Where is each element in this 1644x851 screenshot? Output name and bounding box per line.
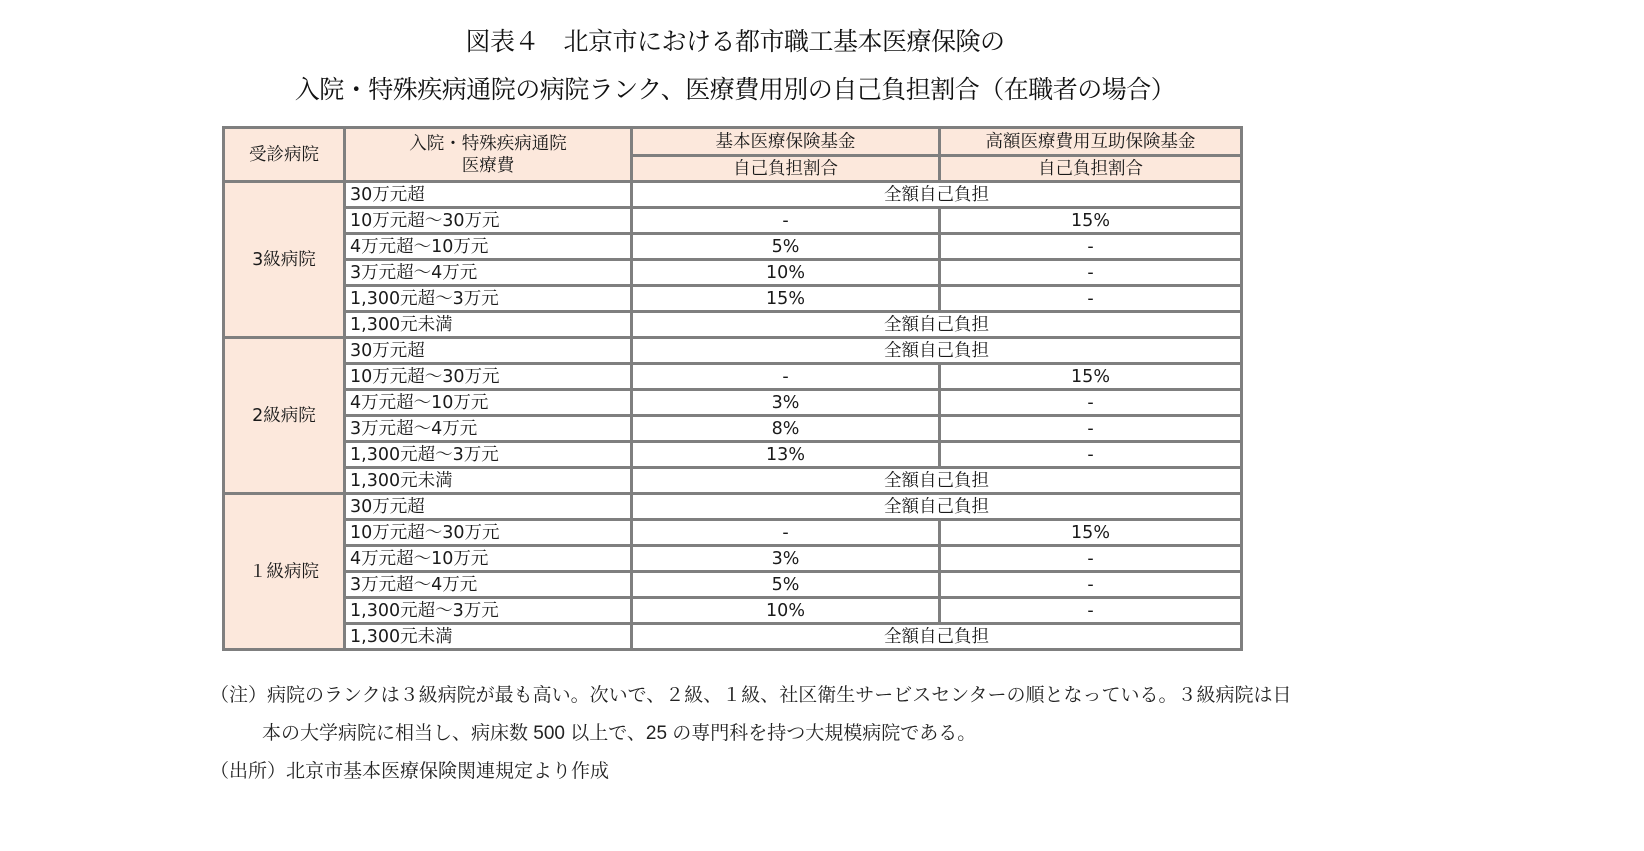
table-row xyxy=(224,494,1242,520)
table-row xyxy=(224,182,1242,208)
high-fund-ratio-cell: 15% xyxy=(940,364,1242,390)
table-row xyxy=(224,572,1242,598)
table-body xyxy=(224,182,1242,650)
full-self-pay-cell: 全額自己負担 xyxy=(632,312,1242,338)
high-fund-ratio-cell: - xyxy=(940,260,1242,286)
note-line2: 本の大学病院に相当し、病床数 500 以上で、25 の専門科を持つ大規模病院である。 xyxy=(262,723,977,744)
header-fee-line1: 入院・特殊疾病通院 xyxy=(409,133,567,154)
header-fee-line2: 医療費 xyxy=(461,155,515,176)
note-line1: （注）病院のランクは３級病院が最も高い。次いで、２級、１級、社区衛生サービスセンターの順となっている。３級病院は日 xyxy=(210,685,1292,706)
basic-fund-ratio-cell: 10% xyxy=(632,260,940,286)
medical-fee-cell: 1,300元超～3万元 xyxy=(345,286,632,312)
high-fund-ratio-cell: - xyxy=(940,546,1242,572)
basic-fund-ratio-cell: 8% xyxy=(632,416,940,442)
table-row xyxy=(224,416,1242,442)
basic-fund-ratio-cell: 13% xyxy=(632,442,940,468)
high-fund-ratio-cell: - xyxy=(940,234,1242,260)
hospital-rank-cell: 3級病院 xyxy=(224,182,345,338)
medical-fee-cell: 10万元超～30万元 xyxy=(345,520,632,546)
high-fund-ratio-cell: 15% xyxy=(940,520,1242,546)
table-row xyxy=(224,546,1242,572)
medical-fee-cell: 4万元超～10万元 xyxy=(345,390,632,416)
medical-fee-cell: 4万元超～10万元 xyxy=(345,546,632,572)
basic-fund-ratio-cell: 3% xyxy=(632,546,940,572)
source-note: （出所）北京市基本医療保険関連規定より作成 xyxy=(210,761,610,782)
hospital-rank-cell: 2級病院 xyxy=(224,338,345,494)
table-row xyxy=(224,338,1242,364)
medical-fee-cell: 1,300元未満 xyxy=(345,624,632,650)
high-fund-ratio-cell: 15% xyxy=(940,208,1242,234)
table-row xyxy=(224,234,1242,260)
medical-fee-cell: 10万元超～30万元 xyxy=(345,364,632,390)
full-self-pay-cell: 全額自己負担 xyxy=(632,624,1242,650)
basic-fund-ratio-cell: 3% xyxy=(632,390,940,416)
medical-fee-cell: 3万元超～4万元 xyxy=(345,572,632,598)
basic-fund-ratio-cell: 5% xyxy=(632,572,940,598)
medical-fee-cell: 3万元超～4万元 xyxy=(345,416,632,442)
full-self-pay-cell: 全額自己負担 xyxy=(632,182,1242,208)
basic-fund-ratio-cell: 15% xyxy=(632,286,940,312)
header-high-ratio: 自己負担割合 xyxy=(940,156,1242,182)
figure-title-line2: 入院・特殊疾病通院の病院ランク、医療費用別の自己負担割合（在職者の場合） xyxy=(294,76,1176,104)
header-basic-ratio: 自己負担割合 xyxy=(632,156,940,182)
table-row xyxy=(224,364,1242,390)
basic-fund-ratio-cell: - xyxy=(632,520,940,546)
medical-fee-cell: 1,300元超～3万元 xyxy=(345,598,632,624)
medical-fee-cell: 4万元超～10万元 xyxy=(345,234,632,260)
high-fund-ratio-cell: - xyxy=(940,416,1242,442)
table-row xyxy=(224,442,1242,468)
table-row xyxy=(224,624,1242,650)
basic-fund-ratio-cell: - xyxy=(632,208,940,234)
medical-fee-cell: 30万元超 xyxy=(345,494,632,520)
table-row xyxy=(224,312,1242,338)
header-basic-fund: 基本医療保険基金 xyxy=(632,128,940,156)
high-fund-ratio-cell: - xyxy=(940,442,1242,468)
medical-fee-cell: 1,300元未満 xyxy=(345,312,632,338)
medical-fee-cell: 1,300元超～3万元 xyxy=(345,442,632,468)
header-medical-fee xyxy=(345,128,632,182)
table-row xyxy=(224,286,1242,312)
table-row xyxy=(224,468,1242,494)
hospital-rank-cell: １級病院 xyxy=(224,494,345,650)
medical-fee-cell: 1,300元未満 xyxy=(345,468,632,494)
high-fund-ratio-cell: - xyxy=(940,572,1242,598)
header-high-fund: 高額医療費用互助保険基金 xyxy=(940,128,1242,156)
medical-fee-cell: 3万元超～4万元 xyxy=(345,260,632,286)
full-self-pay-cell: 全額自己負担 xyxy=(632,468,1242,494)
high-fund-ratio-cell: - xyxy=(940,390,1242,416)
copay-table xyxy=(222,126,1243,651)
table-row xyxy=(224,260,1242,286)
table-row xyxy=(224,598,1242,624)
high-fund-ratio-cell: - xyxy=(940,598,1242,624)
medical-fee-cell: 30万元超 xyxy=(345,182,632,208)
high-fund-ratio-cell: - xyxy=(940,286,1242,312)
table-row xyxy=(224,520,1242,546)
basic-fund-ratio-cell: 5% xyxy=(632,234,940,260)
table-row xyxy=(224,390,1242,416)
basic-fund-ratio-cell: - xyxy=(632,364,940,390)
figure-title-line1: 図表４ 北京市における都市職工基本医療保険の xyxy=(465,28,1005,56)
full-self-pay-cell: 全額自己負担 xyxy=(632,494,1242,520)
full-self-pay-cell: 全額自己負担 xyxy=(632,338,1242,364)
table-row xyxy=(224,208,1242,234)
header-hospital: 受診病院 xyxy=(224,128,345,182)
basic-fund-ratio-cell: 10% xyxy=(632,598,940,624)
medical-fee-cell: 10万元超～30万元 xyxy=(345,208,632,234)
medical-fee-cell: 30万元超 xyxy=(345,338,632,364)
